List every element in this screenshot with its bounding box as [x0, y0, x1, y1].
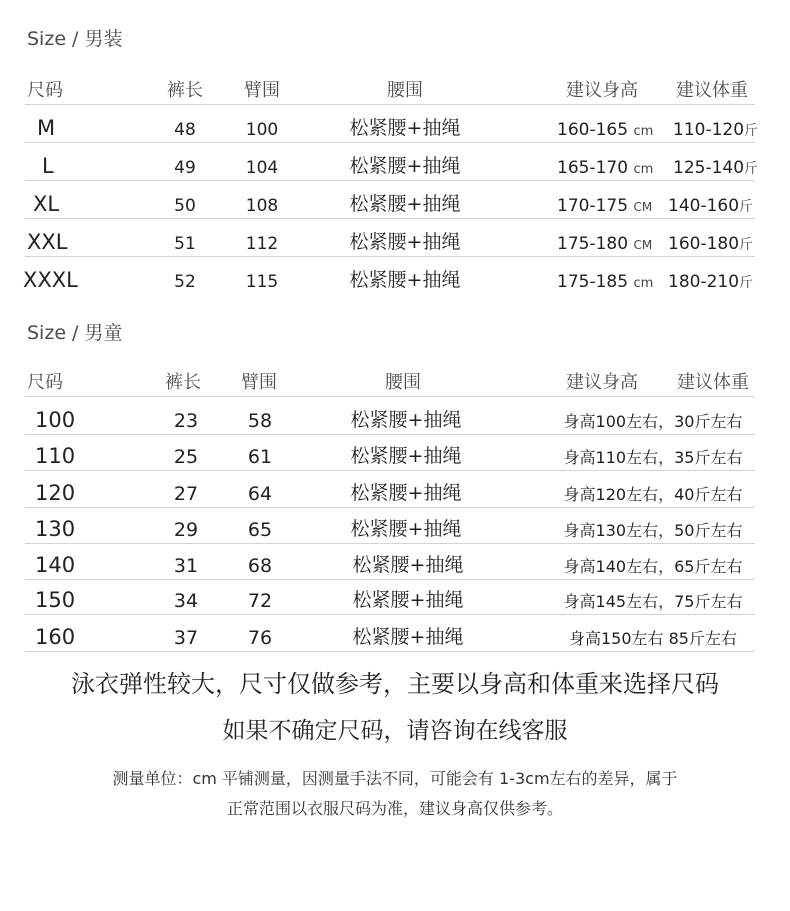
men-header-length: 裤长 [167, 80, 203, 101]
length-value: 23 [173, 410, 199, 432]
weight-unit: 斤 [739, 275, 754, 291]
weight-value-group [668, 196, 753, 216]
boys-size-row [25, 396, 755, 435]
boys-header-weight: 建议体重 [677, 372, 749, 393]
size-label: XXL [27, 230, 68, 254]
hip-value: 61 [247, 446, 273, 468]
men-size-row [25, 218, 755, 257]
size-label: L [42, 154, 54, 178]
men-header-size: 尺码 [27, 80, 63, 101]
boys-header-hip: 臂围 [241, 372, 277, 393]
hip-value: 68 [247, 555, 273, 577]
size-label: 100 [35, 408, 76, 432]
weight-value-group [668, 234, 753, 254]
size-label: 120 [35, 481, 76, 505]
waist-value: 松紧腰+抽绳 [349, 193, 461, 215]
size-label: XL [33, 192, 60, 216]
height-unit: cm [633, 276, 654, 291]
waist-value: 松紧腰+抽绳 [352, 554, 464, 576]
hip-value: 72 [247, 590, 273, 612]
height-value: 175-185 [557, 272, 629, 292]
size-label: 130 [35, 517, 76, 541]
hip-value: 104 [245, 158, 279, 178]
men-size-row [25, 104, 759, 143]
size-label: 140 [35, 553, 76, 577]
hip-value: 76 [247, 627, 273, 649]
weight-unit: 斤 [739, 237, 754, 253]
length-value: 27 [173, 483, 199, 505]
waist-value: 松紧腰+抽绳 [350, 482, 462, 504]
boys-size-row [25, 507, 755, 544]
length-value: 37 [173, 627, 199, 649]
suggest-value: 身高145左右，75斤左右 [563, 592, 743, 611]
boys-size-row [25, 579, 755, 615]
boys-header-waist: 腰围 [385, 372, 421, 393]
men-header-height: 建议身高 [566, 80, 638, 101]
boys-section-title: Size / 男童 [27, 322, 123, 344]
height-unit: CM [633, 200, 653, 214]
height-value-group [557, 158, 653, 178]
weight-value: 125-140 [673, 158, 745, 178]
note-customer-service: 如果不确定尺码，请咨询在线客服 [222, 718, 568, 744]
hip-value: 108 [245, 196, 279, 216]
hip-value: 65 [247, 519, 273, 541]
men-size-row [25, 180, 755, 219]
boys-header-length: 裤长 [165, 372, 201, 393]
length-value: 49 [174, 158, 196, 178]
waist-value: 松紧腰+抽绳 [349, 155, 461, 177]
hip-value: 58 [247, 410, 273, 432]
size-label: XXXL [23, 268, 78, 292]
height-unit: cm [633, 162, 654, 177]
suggest-value: 身高140左右，65斤左右 [563, 557, 743, 576]
weight-value-group [668, 272, 753, 292]
men-size-row [25, 142, 759, 181]
men-header-waist: 腰围 [387, 80, 423, 101]
weight-unit: 斤 [744, 161, 759, 177]
length-value: 31 [173, 555, 199, 577]
height-value: 165-170 [557, 158, 629, 178]
note-range: 正常范围以衣服尺码为准，建议身高仅供参考。 [226, 799, 563, 818]
weight-value: 110-120 [673, 120, 745, 140]
hip-value: 64 [247, 483, 273, 505]
note-measurement: 测量单位：cm 平铺测量，因测量手法不同，可能会有 1-3cm左右的差异，属于 [112, 769, 678, 788]
weight-value-group [673, 120, 758, 140]
height-value: 170-175 [557, 196, 629, 216]
waist-value: 松紧腰+抽绳 [352, 626, 464, 648]
height-value-group [557, 234, 652, 254]
weight-value: 140-160 [668, 196, 740, 216]
boys-size-row [25, 434, 755, 471]
weight-value-group [673, 158, 758, 178]
height-unit: CM [633, 238, 653, 252]
suggest-value: 身高120左右，40斤左右 [563, 485, 743, 504]
men-size-row [25, 256, 755, 294]
boys-size-row [25, 614, 755, 652]
size-label: 150 [35, 588, 76, 612]
men-header-row [25, 64, 755, 105]
suggest-value: 身高110左右，35斤左右 [563, 448, 743, 467]
boys-size-row [25, 543, 755, 580]
waist-value: 松紧腰+抽绳 [350, 409, 462, 431]
height-value: 175-180 [557, 234, 629, 254]
waist-value: 松紧腰+抽绳 [350, 518, 462, 540]
waist-value: 松紧腰+抽绳 [350, 445, 462, 467]
height-value-group [557, 120, 653, 140]
height-value-group [557, 272, 653, 292]
length-value: 34 [173, 590, 199, 612]
hip-value: 100 [245, 120, 279, 140]
boys-header-row [25, 354, 755, 397]
suggest-value: 身高100左右，30斤左右 [563, 412, 743, 431]
length-value: 51 [174, 234, 196, 254]
boys-header-size: 尺码 [27, 372, 63, 393]
height-unit: cm [633, 124, 654, 139]
waist-value: 松紧腰+抽绳 [349, 231, 461, 253]
length-value: 29 [173, 519, 199, 541]
weight-value: 160-180 [668, 234, 740, 254]
weight-unit: 斤 [739, 199, 754, 215]
waist-value: 松紧腰+抽绳 [349, 117, 461, 139]
weight-unit: 斤 [744, 123, 759, 139]
waist-value: 松紧腰+抽绳 [352, 589, 464, 611]
size-label: M [37, 116, 56, 140]
size-label: 160 [35, 625, 76, 649]
length-value: 52 [174, 272, 196, 292]
men-header-hip: 臂围 [244, 80, 280, 101]
height-value: 160-165 [557, 120, 629, 140]
length-value: 25 [173, 446, 199, 468]
boys-header-height: 建议身高 [566, 372, 638, 393]
waist-value: 松紧腰+抽绳 [349, 269, 461, 291]
note-elasticity: 泳衣弹性较大，尺寸仅做参考，主要以身高和体重来选择尺码 [71, 670, 719, 698]
suggest-value: 身高150左右 85斤左右 [569, 629, 737, 648]
boys-size-row [25, 470, 755, 508]
size-label: 110 [35, 444, 76, 468]
men-section-title: Size / 男装 [27, 28, 123, 50]
hip-value: 112 [245, 234, 279, 254]
height-value-group [557, 196, 652, 216]
length-value: 50 [174, 196, 196, 216]
men-header-weight: 建议体重 [676, 80, 748, 101]
length-value: 48 [174, 120, 196, 140]
weight-value: 180-210 [668, 272, 740, 292]
suggest-value: 身高130左右，50斤左右 [563, 521, 743, 540]
hip-value: 115 [245, 272, 279, 292]
